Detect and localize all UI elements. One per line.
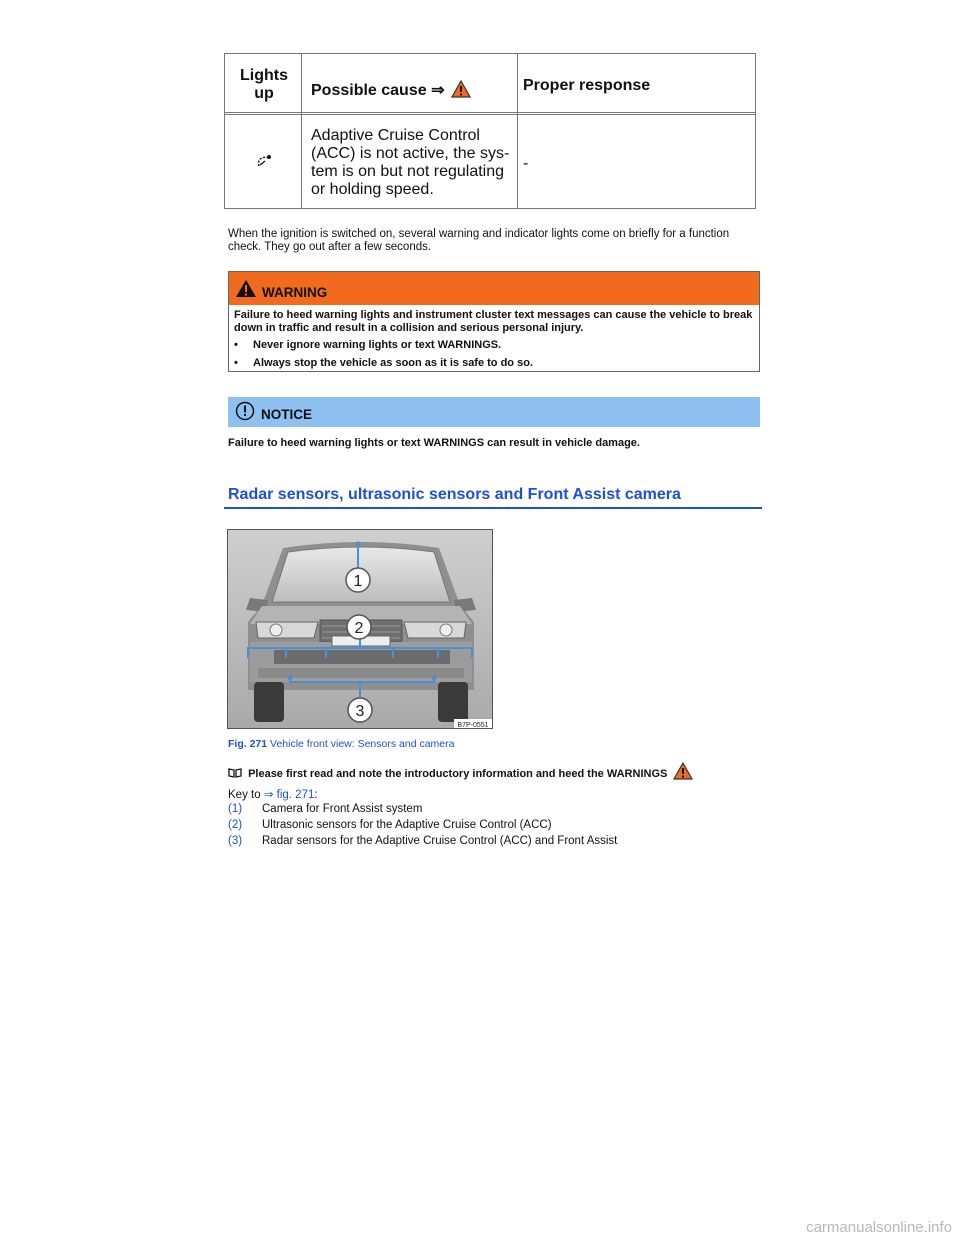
vehicle-front-figure [227,529,493,729]
key-prefix: Key to [228,789,261,801]
header-proper-response: Proper response [523,77,651,94]
figure-caption [228,738,454,750]
acc-indicator-icon [256,154,272,168]
header-possible-cause-label: Possible cause ⇒ [311,82,445,99]
callout-1: 1 [353,573,363,590]
callout-2: 2 [354,620,364,637]
notice-text: Failure to heed warning lights or text WARNINGS can result in vehicle damage. [228,437,640,449]
indicator-table [224,53,756,209]
warning-title: WARNING [262,285,328,300]
figure-caption-label: Fig. 271 [228,738,268,750]
key-item-number[interactable]: (3) [228,835,243,847]
warning-header [229,272,759,305]
read-first-line [228,762,693,780]
header-possible-cause [311,80,471,100]
column-divider [301,54,302,208]
key-item-text: Camera for Front Assist system [262,803,423,815]
warning-bullet-text: Always stop the vehicle as soon as it is safe to do so. [253,357,533,369]
callout-3: 3 [355,703,365,720]
warning-triangle-icon [673,762,693,780]
figure-reference-link[interactable]: ⇒ fig. 271 [263,789,315,801]
bullet-dot: • [234,339,238,351]
bullet-dot: • [234,357,238,369]
warning-triangle-icon [451,80,471,98]
read-first-text: Please first read and note the introductory information and heed the WARNINGS [248,768,668,780]
column-divider [517,54,518,208]
warning-body: Failure to heed warning lights and instrument cluster text messages can cause the vehicle to break down in traffic and result in a collision and serious personal injury. [234,309,753,334]
warning-box [228,271,760,372]
section-title: Radar sensors, ultrasonic sensors and Front Assist camera [228,486,681,503]
notice-header [228,397,760,427]
intro-paragraph: When the ignition is switched on, several warning and indicator lights come on briefly for a function check. They go out after a few seconds. [228,228,730,253]
warning-bullet-text: Never ignore warning lights or text WARNINGS. [253,339,502,351]
key-item-number[interactable]: (2) [228,819,243,831]
watermark: carmanualsonline.info [806,1219,952,1236]
key-item-text: Radar sensors for the Adaptive Cruise Control (ACC) and Front Assist [262,835,618,847]
book-icon [228,768,242,778]
figure-caption-text: Vehicle front view: Sensors and camera [270,738,455,750]
key-item-text: Ultrasonic sensors for the Adaptive Cruise Control (ACC) [262,819,552,831]
cause-cell: Adaptive Cruise Control (ACC) is not active, the sys-tem is on but not regulating or holding speed. [311,127,510,198]
response-cell: - [523,155,529,172]
figure-code: B7P-0551 [457,722,489,729]
header-lights-up: Lights up [240,67,288,102]
exclamation-circle-icon [235,401,255,421]
table-header-row [225,54,755,115]
key-suffix: : [314,789,318,801]
notice-title: NOTICE [261,407,313,422]
vehicle-front-illustration [228,530,493,729]
section-divider [224,507,762,509]
key-line [228,787,318,801]
warning-triangle-icon [235,279,257,298]
key-item-number[interactable]: (1) [228,803,243,815]
